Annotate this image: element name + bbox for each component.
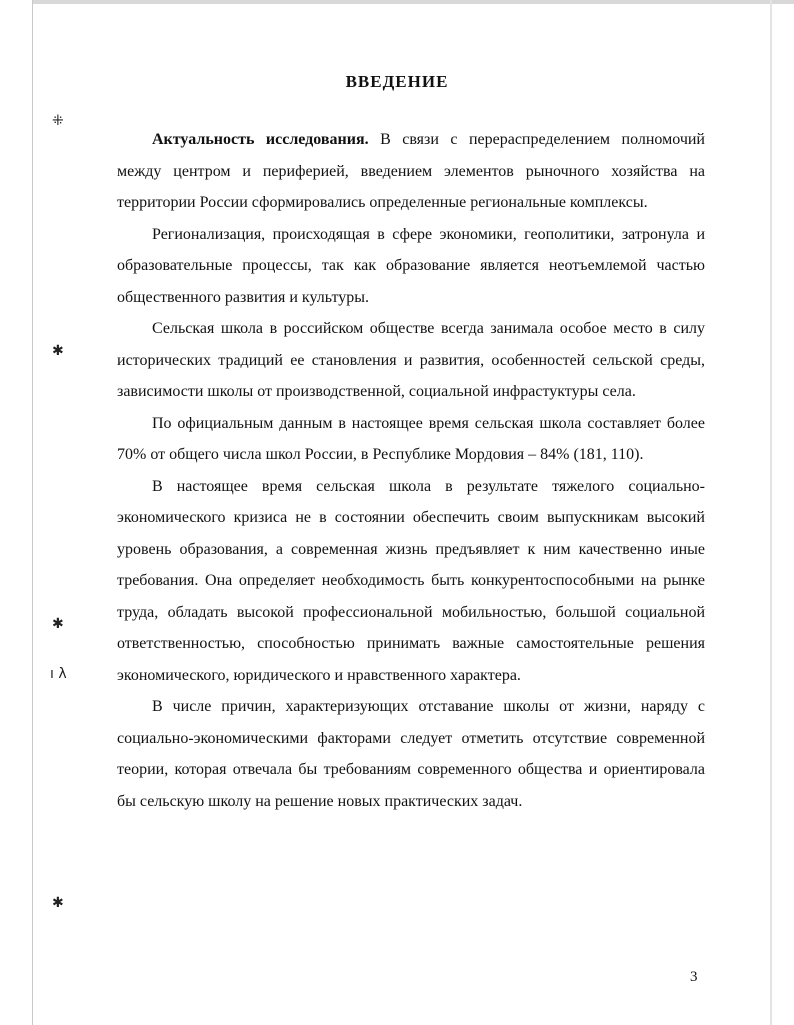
paragraph: По официальным данным в настоящее время сельская школа составляет более 70% от общего числа школ России, в Республике Мордовия – 84% (181, 110).	[117, 414, 705, 463]
paragraph	[117, 124, 705, 219]
paragraph: Сельская школа в российском обществе всегда занимала особое место в силу исторических традиций ее становления и развития, особенностей сельской среды, зависимости школы от производственной, социальной инфрастуктуры села.	[117, 320, 705, 400]
scan-left-edge	[32, 0, 33, 1025]
punch-hole-mark: ✱	[52, 895, 64, 911]
punch-hole-mark: ✱	[52, 343, 64, 359]
paragraph: В настоящее время сельская школа в результате тяжелого социально-экономического кризиса не в состоянии обеспечить своим выпускникам высокий уровень образования, а современная жизнь предъявляет к ним качественно иные требования. Она определяет необходимость быть конкурентоспособными на рынке труда, обладать высокой профессиональной мобильностью, большой социальной ответственностью, способностью принимать важные самостоятельные решения экономического, юридического и нравственного характера.	[117, 477, 705, 684]
paragraph-text: В связи с перераспределением полномочий между центром и периферией, введением элементов рыночного хозяйства на территории России сформировались определенные региональные комплексы.	[117, 131, 705, 211]
body-text	[117, 124, 705, 817]
scan-top-edge	[32, 0, 794, 4]
page-number: 3	[690, 969, 698, 985]
paragraph: В числе причин, характеризующих отставание школы от жизни, наряду с социально-экономическими факторами следует отметить отсутствие современной теории, которая отвечала бы требованиям современного общества и ориентировала бы сельскую школу на решение новых практических задач.	[117, 698, 705, 810]
punch-hole-mark: ✱	[52, 616, 64, 632]
scan-right-edge	[770, 0, 772, 1025]
punch-hole-mark: ⁜	[52, 113, 64, 129]
paragraph: Регионализация, происходящая в сфере экономики, геополитики, затронула и образовательные процессы, так как образование является неотъемлемой частью общественного развития и культуры.	[117, 225, 705, 306]
punch-hole-mark: ı λ	[50, 666, 67, 682]
page-title: ВВЕДЕНИЕ	[345, 72, 449, 91]
paragraph-lead: Актуальность исследования.	[152, 131, 369, 148]
